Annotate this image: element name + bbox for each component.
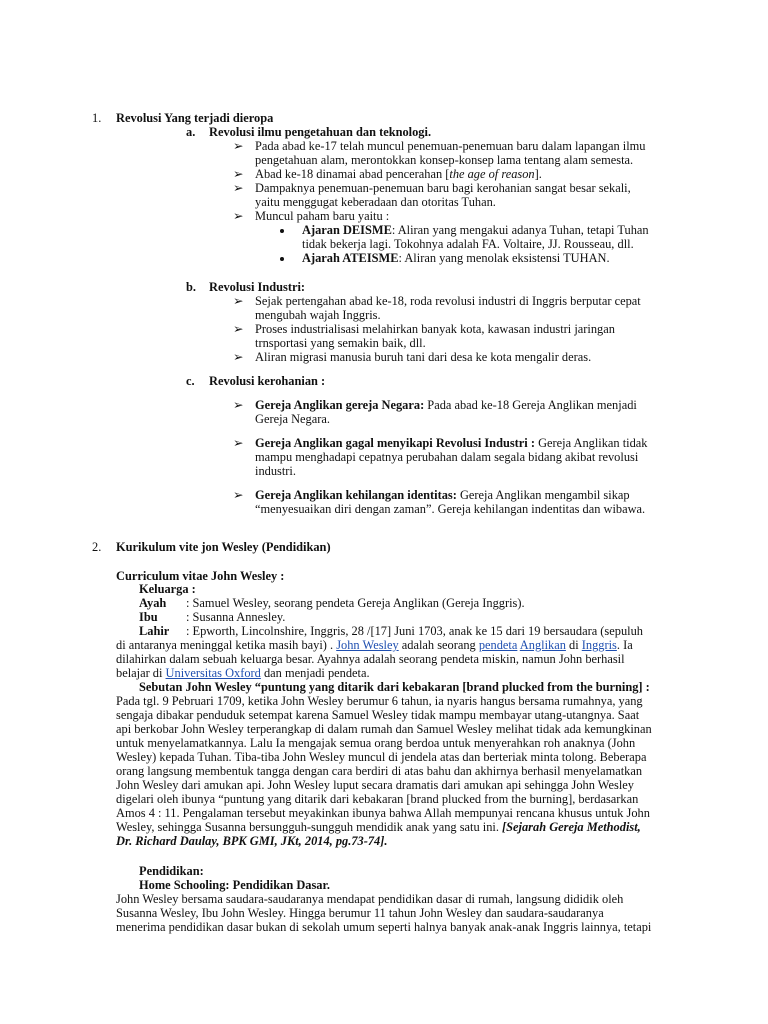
list-item: [302, 223, 649, 251]
round-bullet-icon: [280, 229, 284, 233]
citation: Dr. Richard Daulay, BPK GMI, JKt, 2014, pg.73-74].: [116, 834, 388, 848]
definition: : Aliran yang mengakui adanya Tuhan, tetapi Tuhan: [391, 223, 649, 237]
term: Gereja Anglikan gereja Negara:: [255, 398, 425, 412]
section1c-title: Revolusi kerohanian :: [209, 374, 326, 388]
list-item-text: ].: [534, 167, 542, 181]
body-text: adalah seorang: [398, 638, 479, 652]
ayah-value: : Samuel Wesley, seorang pendeta Gereja Anglikan (Gereja Inggris).: [186, 596, 525, 610]
list-item-text: Pada abad ke-17 telah muncul penemuan-penemuan baru dalam lapangan ilmu: [255, 139, 646, 153]
list-item: [233, 181, 631, 209]
section1-title: Revolusi Yang terjadi dieropa: [116, 111, 274, 125]
arrow-bullet-icon: ➢: [233, 181, 244, 195]
section2-number: 2.: [92, 540, 102, 554]
paragraph-line: digelari oleh ibunya “puntung yang ditarik dari kebakaran [brand plucked from the burning], berdasarkan: [116, 792, 639, 806]
home-schooling-heading: Home Schooling: Pendidikan Dasar.: [139, 878, 330, 892]
ibu-value: : Susanna Annesley.: [186, 610, 286, 624]
list-item-text: mengubah wajah Inggris.: [255, 308, 381, 322]
section1a-label: a.: [186, 125, 196, 139]
paragraph-line: orang langsung membentuk tangga dengan cara berdiri di atas bahu dan akhirnya berhasil menyelamatkan: [116, 764, 643, 778]
sebutan-paragraph: [116, 694, 652, 848]
term: Ajarah ATEISME: [302, 251, 399, 265]
lahir-line-3: dilahirkan dalam sebuah keluarga besar. Ayahnya adalah seorang pendeta miskin, namun John berhasil: [116, 652, 625, 666]
link-universitas-oxford[interactable]: Universitas Oxford: [165, 666, 261, 680]
arrow-bullet-icon: ➢: [233, 322, 244, 336]
list-item-text: Dampaknya penemuan-penemuan baru bagi kerohanian sangat besar sekali,: [255, 181, 631, 195]
link-john-wesley[interactable]: John Wesley: [336, 638, 399, 652]
paragraph-line: Susanna Wesley, Ibu John Wesley. Hingga berumur 11 tahun John Wesley dan saudara-saudaranya: [116, 906, 604, 920]
pendidikan-heading: Pendidikan:: [139, 864, 204, 878]
definition: industri.: [255, 464, 296, 478]
paragraph-line: Wesley) kepada Tuhan. Tiba-tiba John Wesley muncul di jendela atas dan berteriak minta tolong. Beberapa: [116, 750, 647, 764]
list-item-text: Muncul paham baru yaitu :: [255, 209, 390, 223]
paragraph-line: api berkobar John Wesley terperangkap di dalam rumah dan Samuel Wesley melihat tidak ada kemungkinan: [116, 722, 652, 736]
list-item: [233, 322, 615, 350]
section1b-label: b.: [186, 280, 196, 294]
list-item-text: pengetahuan alam, merontokkan konsep-konsep lama tentang alam semesta.: [255, 153, 634, 167]
paragraph-line: Wesley, sehingga Susanna bersungguh-sungguh mendidik anak yang satu ini.: [116, 820, 503, 834]
paragraph-line: sengaja dibakar penduduk setempat karena Samuel Wesley tidak mampu membayar utang-utangnya. Saat: [116, 708, 640, 722]
definition: Gereja Anglikan tidak: [534, 436, 648, 450]
lahir-value: : Epworth, Lincolnshire, Inggris, 28 /[17] Juni 1703, anak ke 15 dari 19 bersaudara (sepuluh: [186, 624, 643, 638]
definition: tidak bekerja lagi. Tokohnya adalah FA. Voltaire, JJ. Rousseau, dll.: [302, 237, 634, 251]
list-item: [233, 350, 591, 364]
paragraph-line: Pada tgl. 9 Pebruari 1709, ketika John Wesley berumur 6 tahun, ia nyaris hangus bersama rumahnya, yang: [116, 694, 643, 708]
list-item: [233, 139, 646, 167]
paragraph-line: John Wesley bersama saudara-saudaranya mendapat pendidikan dasar di rumah, langsung dididik oleh: [116, 892, 624, 906]
arrow-bullet-icon: ➢: [233, 209, 244, 223]
body-text: di: [565, 638, 582, 652]
paragraph-line: untuk menyelamatkannya. Lalu Ia mengajak semua orang berdoa untuk menyerahkan roh anaknya (John: [116, 736, 636, 750]
arrow-bullet-icon: ➢: [233, 350, 244, 364]
definition: mampu menghadapi cepatnya perubahan dalam segala bidang akibat revolusi: [255, 450, 639, 464]
section1-number: 1.: [92, 111, 102, 125]
arrow-bullet-icon: ➢: [233, 167, 244, 181]
definition: Pada abad ke-18 Gereja Anglikan menjadi: [424, 398, 637, 412]
list-item-text: Proses industrialisasi melahirkan banyak kota, kawasan industri jaringan: [255, 322, 615, 336]
list-item: [233, 488, 645, 516]
arrow-bullet-icon: ➢: [233, 436, 244, 450]
list-item: [233, 167, 542, 181]
term: Gereja Anglikan gagal menyikapi Revolusi Industri :: [255, 436, 535, 450]
lahir-label: Lahir: [139, 624, 170, 638]
section1c-label: c.: [186, 374, 195, 388]
body-text: belajar di: [116, 666, 166, 680]
section1a-title: Revolusi ilmu pengetahuan dan teknologi.: [209, 125, 432, 139]
section1b-title: Revolusi Industri:: [209, 280, 306, 294]
round-bullet-icon: [280, 257, 284, 261]
list-item-text: Sejak pertengahan abad ke-18, roda revolusi industri di Inggris berputar cepat: [255, 294, 641, 308]
paragraph-line: John Wesley dari amukan api. John Wesley luput secara dramatis dari amukan api sehingga John Wesley: [116, 778, 634, 792]
arrow-bullet-icon: ➢: [233, 488, 244, 502]
ibu-label: Ibu: [139, 610, 158, 624]
italic-phrase: the age of reason: [449, 167, 535, 181]
definition: Gereja Anglikan mengambil sikap: [456, 488, 630, 502]
list-item-text: Aliran migrasi manusia buruh tani dari desa ke kota mengalir deras.: [255, 350, 592, 364]
list-item: [233, 294, 641, 322]
citation: [Sejarah Gereja Methodist,: [502, 820, 641, 834]
list-item: [233, 209, 389, 223]
body-text: di antaranya meninggal ketika masih bayi) .: [116, 638, 337, 652]
keluarga-heading: Keluarga :: [139, 582, 196, 596]
cv-title: Curriculum vitae John Wesley :: [116, 569, 285, 583]
paragraph-line: menerima pendidikan dasar bukan di sekolah umum seperti halnya banyak anak-anak Inggris lainnya, tetapi: [116, 920, 652, 934]
list-item-text: yaitu menggugat keberadaan dan otoritas Tuhan.: [255, 195, 496, 209]
link-inggris[interactable]: Inggris: [581, 638, 617, 652]
list-item: [302, 251, 610, 265]
link-anglikan[interactable]: Anglikan: [519, 638, 566, 652]
definition: Gereja Negara.: [255, 412, 330, 426]
paragraph-line: Amos 4 : 11. Pengalaman tersebut meyakinkan ibunya bahwa Allah mempunyai rencana khusus untuk John: [116, 806, 650, 820]
arrow-bullet-icon: ➢: [233, 294, 244, 308]
term: Gereja Anglikan kehilangan identitas:: [255, 488, 457, 502]
list-item-text: trnsportasi yang semakin baik, dll.: [255, 336, 426, 350]
lahir-line-2: [116, 638, 633, 652]
list-item: [233, 436, 648, 478]
body-text: dan menjadi pendeta.: [260, 666, 370, 680]
link-pendeta[interactable]: pendeta: [478, 638, 518, 652]
term: Ajaran DEISME: [302, 223, 392, 237]
body-text: . Ia: [616, 638, 633, 652]
section2-title: Kurikulum vite jon Wesley (Pendidikan): [116, 540, 331, 554]
list-item: [233, 398, 637, 426]
definition: : Aliran yang menolak eksistensi TUHAN.: [398, 251, 610, 265]
arrow-bullet-icon: ➢: [233, 398, 244, 412]
definition: “menyesuaikan diri dengan zaman”. Gereja kehilangan indentitas dan wibawa.: [255, 502, 646, 516]
lahir-line-4: [116, 666, 370, 680]
arrow-bullet-icon: ➢: [233, 139, 244, 153]
list-item-text: Abad ke-18 dinamai abad pencerahan [: [255, 167, 450, 181]
ayah-label: Ayah: [139, 596, 167, 610]
home-schooling-paragraph: [116, 892, 651, 934]
sebutan-heading: Sebutan John Wesley “puntung yang ditarik dari kebakaran [brand plucked from the burning] :: [139, 680, 650, 694]
